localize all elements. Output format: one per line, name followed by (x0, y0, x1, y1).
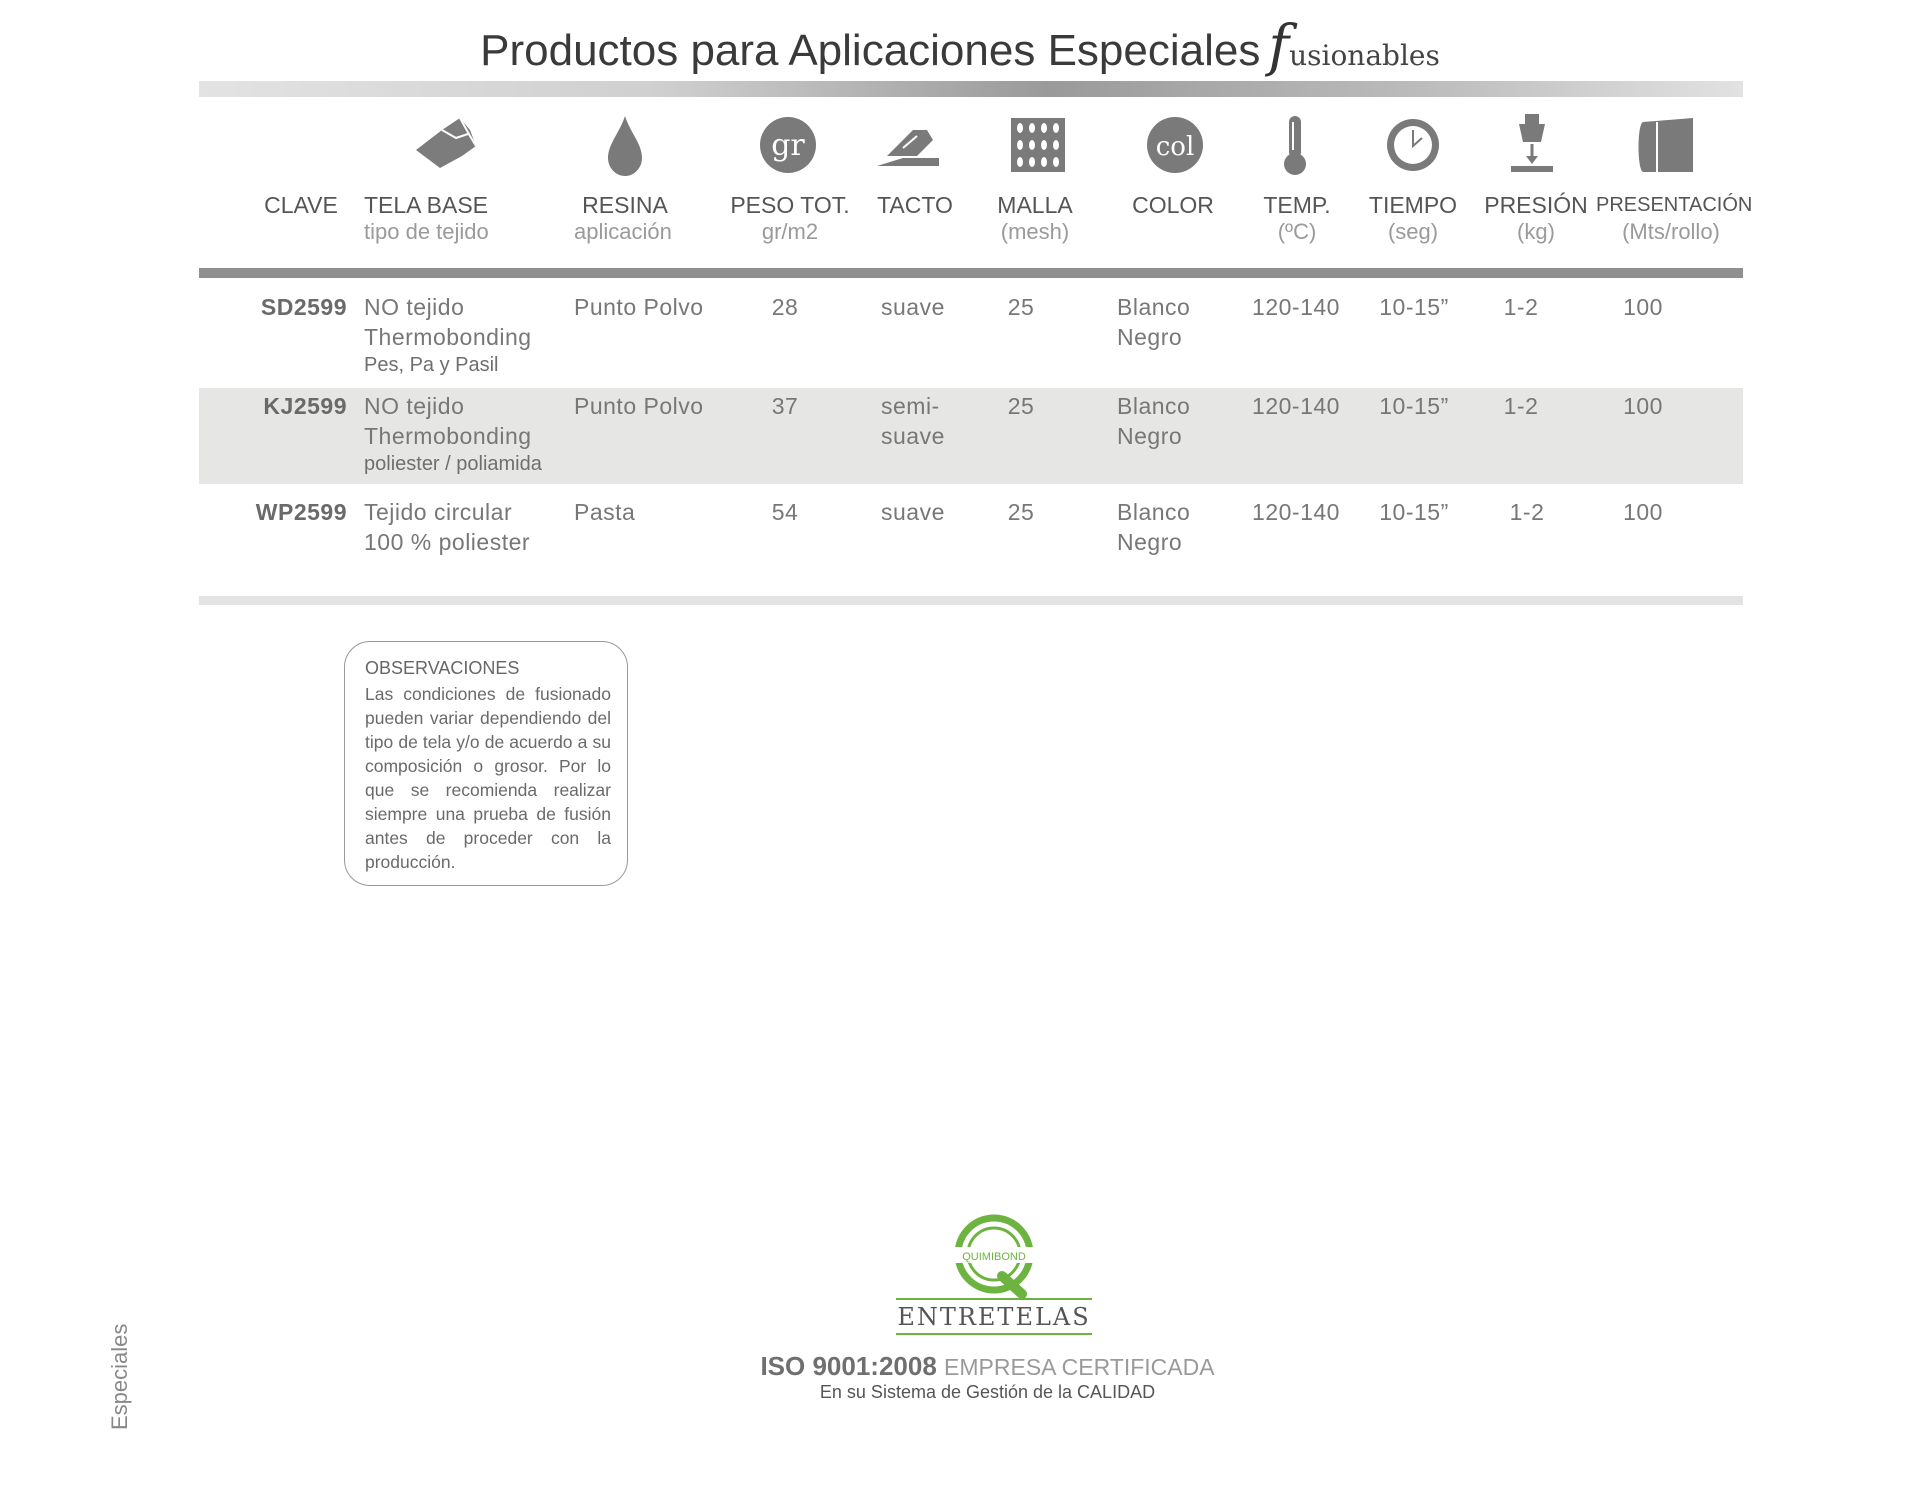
drop-icon (590, 110, 660, 180)
svg-text:col: col (1155, 132, 1195, 162)
cell-color-2: Negro (1117, 423, 1183, 449)
cell-presentacion: 100 (1623, 294, 1663, 320)
brand-f: f (1268, 14, 1290, 79)
title-main: Productos para Aplicaciones Especiales (480, 26, 1261, 75)
svg-text:ENTRETELAS: ENTRETELAS (897, 1303, 1091, 1331)
cell-color-1: Blanco (1117, 393, 1191, 419)
brand-rest: usionables (1289, 39, 1440, 72)
col-icon (1140, 110, 1210, 180)
cell-malla: 25 (1007, 294, 1035, 320)
header-tacto: TACTO (877, 192, 953, 218)
header-presentacion-sub: (Mts/rollo) (1622, 219, 1720, 244)
cell-clave: WP2599 (255, 499, 347, 525)
page-title (0, 14, 1920, 79)
header-divider (199, 268, 1743, 278)
mesh-icon (1003, 110, 1073, 180)
header-clave: CLAVE (264, 192, 338, 218)
header-tiempo-sub: (seg) (1387, 219, 1439, 244)
iso-label: EMPRESA CERTIFICADA (944, 1354, 1215, 1380)
cell-tela-line2: Thermobonding (364, 324, 532, 350)
header-temp: TEMP. (1263, 192, 1331, 218)
header-peso: PESO TOT. (730, 192, 850, 218)
clock-icon (1378, 110, 1448, 180)
cell-tacto-1: semi- (881, 393, 940, 419)
cell-resina: Punto Polvo (574, 393, 704, 419)
cell-clave: KJ2599 (263, 393, 347, 419)
table-row (199, 292, 1743, 378)
roll-icon (1633, 110, 1703, 180)
observaciones-title: OBSERVACIONES (365, 658, 520, 678)
table-bottom-divider (199, 596, 1743, 605)
cell-presion: 1-2 (1503, 393, 1539, 419)
thermometer-icon (1260, 110, 1330, 180)
iso-subtitle: En su Sistema de Gestión de la CALIDAD (819, 1382, 1156, 1402)
cell-color-1: Blanco (1117, 294, 1191, 320)
cell-malla: 25 (1007, 499, 1035, 525)
cell-resina: Punto Polvo (574, 294, 704, 320)
cell-temp: 120-140 (1252, 393, 1340, 419)
header-color: COLOR (1132, 192, 1214, 218)
top-gradient-band (199, 81, 1743, 97)
header-tela-base: TELA BASE (364, 192, 489, 218)
header-resina: RESINA (582, 192, 668, 218)
cell-color-2: Negro (1117, 529, 1183, 555)
cell-malla: 25 (1007, 393, 1035, 419)
fabric-icon (412, 110, 482, 180)
cell-tela-line2: 100 % poliester (364, 529, 531, 555)
cell-tela-detail: Pes, Pa y Pasil (364, 354, 499, 376)
press-icon (1497, 110, 1567, 180)
cell-color-1: Blanco (1117, 499, 1191, 525)
gr-icon (753, 110, 823, 180)
header-tela-base-sub: tipo de tejido (364, 219, 489, 244)
cell-temp: 120-140 (1252, 499, 1340, 525)
cell-presion: 1-2 (1503, 294, 1539, 320)
cell-presion: 1-2 (1509, 499, 1545, 525)
hand-touch-icon (873, 110, 943, 180)
header-malla-sub: (mesh) (1000, 219, 1070, 244)
cell-tela-line1: Tejido circular (364, 499, 513, 525)
header-presion-sub: (kg) (1517, 219, 1555, 244)
cell-tacto: suave (881, 499, 945, 525)
cell-tiempo: 10-15” (1379, 294, 1449, 320)
iso-certification (0, 1351, 1920, 1382)
cell-tacto-2: suave (881, 423, 945, 449)
header-resina-sub: aplicación (574, 219, 672, 244)
cell-color-2: Negro (1117, 324, 1183, 350)
cell-peso: 37 (771, 393, 799, 419)
cell-presentacion: 100 (1623, 499, 1663, 525)
cell-tela-detail: poliester / poliamida (364, 453, 542, 475)
cell-peso: 28 (771, 294, 799, 320)
side-label: Especiales (107, 1323, 132, 1430)
table-row (199, 497, 1743, 567)
header-presion: PRESIÓN (1484, 192, 1588, 218)
cell-clave: SD2599 (260, 294, 347, 320)
cell-tela-line1: NO tejido (364, 393, 465, 419)
cell-presentacion: 100 (1623, 393, 1663, 419)
cell-tela-line1: NO tejido (364, 294, 465, 320)
cell-tiempo: 10-15” (1379, 499, 1449, 525)
cell-temp: 120-140 (1252, 294, 1340, 320)
iso-standard: ISO 9001:2008 (760, 1351, 937, 1381)
header-peso-sub: gr/m2 (761, 219, 819, 244)
observaciones-text: Las condiciones de fusionado pueden variar dependiendo del tipo de tela y/o de acuerdo a su composición o grosor. Por lo que se recomienda realizar siempre una prueba de fusión antes de proceder con la producción. (365, 684, 611, 872)
header-temp-sub: (ºC) (1277, 219, 1317, 244)
header-tiempo: TIEMPO (1368, 192, 1458, 218)
svg-text:QUIMIBOND: QUIMIBOND (962, 1251, 1026, 1263)
cell-tela-line2: Thermobonding (364, 423, 532, 449)
table-row (199, 391, 1743, 477)
svg-text:gr: gr (771, 128, 805, 163)
cell-tiempo: 10-15” (1379, 393, 1449, 419)
header-malla: MALLA (997, 192, 1073, 218)
cell-tacto: suave (881, 294, 945, 320)
header-presentacion: PRESENTACIÓN (1596, 194, 1753, 216)
cell-resina: Pasta (574, 499, 636, 525)
cell-peso: 54 (771, 499, 799, 525)
quimibond-logo (892, 1210, 1096, 1340)
